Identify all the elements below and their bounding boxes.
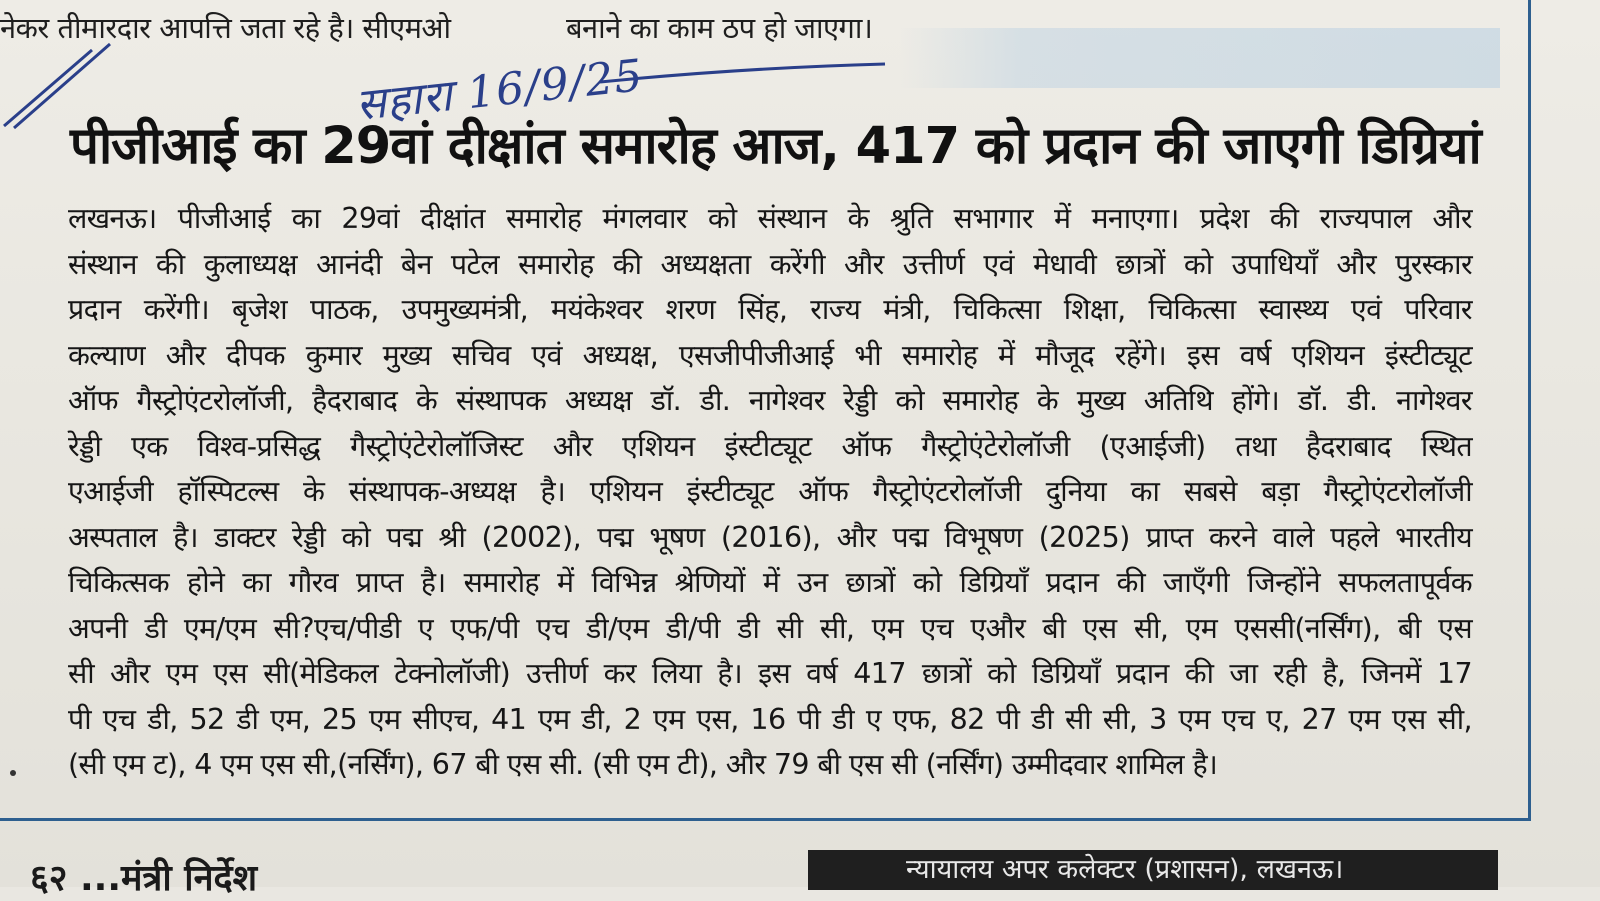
- body-line: अपनी डी एम/एम सी?एच/पीडी ए एफ/पी एच डी/एम डी/पी डी सी सी, एम एच एऔर बी एस सी, एम एससी(नर्सिंग), बी एस: [68, 611, 1472, 645]
- article-body: [68, 196, 1472, 788]
- body-line: संस्थान की कुलाध्यक्ष आनंदी बेन पटेल समारोह की अध्यक्षता करेंगी और उत्तीर्ण एवं मेधावी छात्रों को उपाधियाँ और पुरस्कार: [68, 247, 1472, 281]
- previous-article-text-left: नेकर तीमारदार आपत्ति जता रहे है। सीएमओ: [0, 11, 451, 45]
- handwritten-date-note: सहारा 16/9/25: [353, 50, 646, 131]
- handwritten-underline: [600, 60, 890, 90]
- body-line: (सी एम ट), 4 एम एस सी,(नर्सिंग), 67 बी एस सी. (सी एम टी), और 79 बी एस सी (नर्सिंग) उम्मीदवार शामिल है।: [68, 748, 1218, 781]
- body-line: प्रदान करेंगी। बृजेश पाठक, उपमुख्यमंत्री, मयंकेश्वर शरण सिंह, राज्य मंत्री, चिकित्सा शिक्षा, चिकित्सा स्वास्थ्य एवं परिवार: [68, 293, 1472, 326]
- body-line: कल्याण और दीपक कुमार मुख्य सचिव एवं अध्यक्ष, एसजीपीजीआई भी समारोह में मौजूद रहेंगे। इस वर्ष एशियन इंस्टीट्यूट: [68, 338, 1472, 372]
- body-line: अस्पताल है। डाक्टर रेड्डी को पद्म श्री (2002), पद्म भूषण (2016), और पद्म विभूषण (2025) प्राप्त करने वाले पहले भारतीय: [68, 520, 1472, 554]
- body-line: रेड्डी एक विश्व-प्रसिद्ध गैस्ट्रोएंटेरोलॉजिस्ट और एशियन इंस्टीट्यूट ऑफ गैस्ट्रोएंटेरोलॉजी (एआईजी) तथा हैदराबाद स्थित: [68, 429, 1472, 463]
- body-line: सी और एम एस सी(मेडिकल टेक्नोलॉजी) उत्तीर्ण कर लिया है। इस वर्ष 417 छात्रों को डिग्रियाँ प्रदान की जा रही है, जिनमें 17: [68, 657, 1472, 690]
- body-line: एआईजी हॉस्पिटल्स के संस्थापक-अध्यक्ष है। एशियन इंस्टीट्यूट ऑफ गैस्ट्रोएंटरोलॉजी दुनिया का सबसे बड़ा गैस्ट्रोएंटरोलॉजी: [68, 475, 1472, 508]
- body-line: लखनऊ। पीजीआई का 29वां दीक्षांत समारोह मंगलवार को संस्थान के श्रुति सभागार में मनाएगा। प्रदेश की राज्यपाल और: [68, 202, 1472, 235]
- notice-banner: न्यायालय अपर कलेक्टर (प्रशासन), लखनऊ।: [808, 850, 1498, 890]
- article-headline: पीजीआई का 29वां दीक्षांत समारोह आज, 417 को प्रदान की जाएगी डिग्रियां: [70, 117, 1481, 176]
- next-article-strip: [0, 840, 1600, 899]
- ink-dot: [10, 770, 16, 776]
- previous-article-text-right: बनाने का काम ठप हो जाएगा।: [566, 11, 873, 45]
- body-line: ऑफ गैस्ट्रोएंटरोलॉजी, हैदराबाद के संस्थापक अध्यक्ष डॉ. डी. नागेश्वर रेड्डी को समारोह के मुख्य अतिथि होंगे। डॉ. डी. नागेश्वर: [68, 384, 1472, 417]
- body-line: पी एच डी, 52 डी एम, 25 एम सीएच, 41 एम डी, 2 एम एस, 16 पी डी ए एफ, 82 पी डी सी सी, 3 एम एच ए, 27 एम एस सी,: [68, 702, 1472, 736]
- next-article-partial-heading: ६२ ...मंत्री निर्देश: [30, 858, 258, 899]
- body-line: चिकित्सक होने का गौरव प्राप्त है। समारोह में विभिन्न श्रेणियों में उन छात्रों को डिग्रियाँ प्रदान की जाएँगी जिन्होंने सफलतापूर्वक: [68, 566, 1472, 599]
